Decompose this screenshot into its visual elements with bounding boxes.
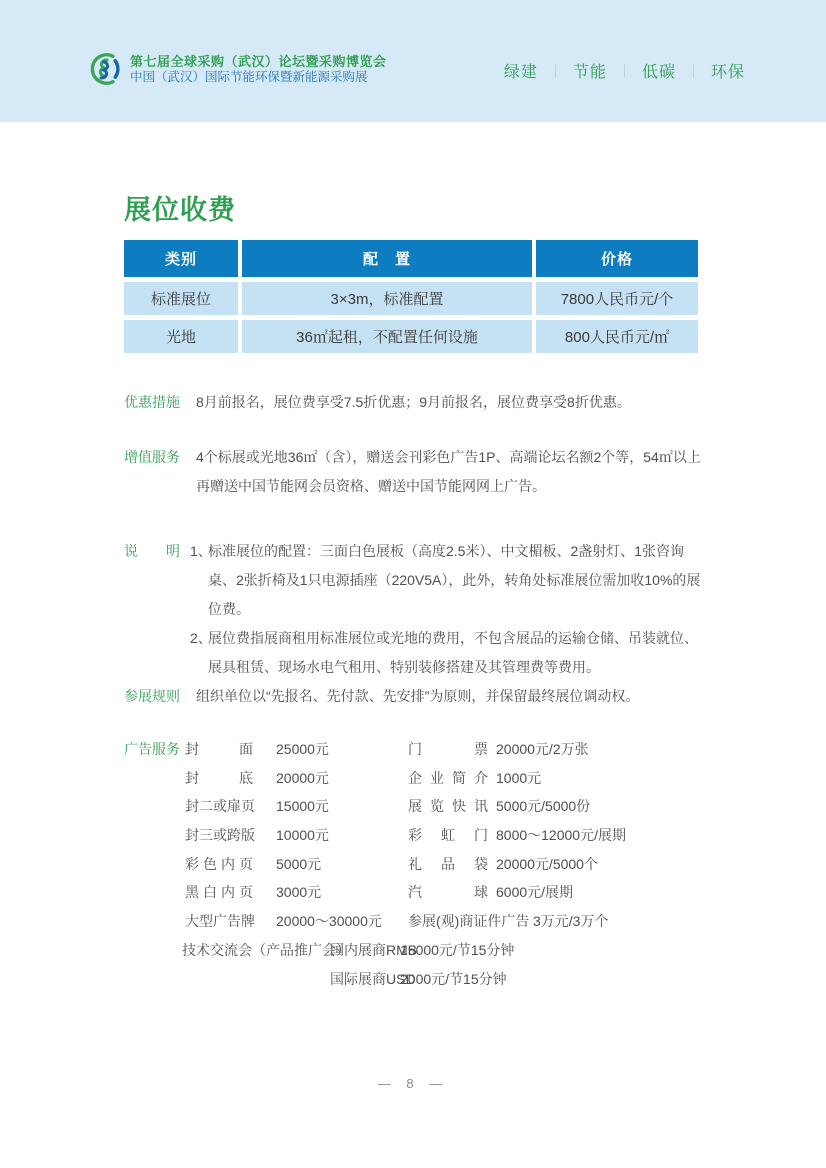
- ad-item-name: 封二或扉页: [185, 798, 255, 815]
- table-cell-price: 800人民币元/㎡: [536, 320, 698, 353]
- table-cell-price: 7800人民币元/个: [536, 282, 698, 315]
- ad-item-subname: 国际展商USD: [330, 970, 416, 987]
- note-item: [190, 624, 706, 682]
- keyword-low-carbon: 低碳: [641, 64, 676, 81]
- ad-item-price: 20000元: [276, 769, 329, 786]
- section-label: 说明: [124, 543, 180, 559]
- keyword-eco: 环保: [710, 64, 745, 81]
- ad-item-price: 20000元/2万张: [496, 741, 589, 757]
- ad-item-name: 汽球: [408, 884, 488, 901]
- ad-price-row: [124, 907, 706, 936]
- ad-price-row: [124, 821, 706, 850]
- ad-item-name: 封底: [185, 769, 253, 786]
- ad-item-price: 15000元: [276, 798, 329, 815]
- note-item: [190, 537, 706, 624]
- expo-logo-icon: [86, 50, 122, 88]
- section-label: 优惠措施: [124, 394, 180, 410]
- expo-subtitle-cn: 中国（武汉）国际节能环保暨新能源采购展: [130, 69, 368, 84]
- ad-price-row: [124, 936, 706, 965]
- ad-item-price: 1000元: [496, 769, 542, 786]
- section-text: 组织单位以“先报名、先付款、先安排”为原则，并保留最终展位调动权。: [196, 688, 640, 704]
- note-text: 展位费指展商租用标准展位或光地的费用，不包含展品的运输仓储、吊装就位、展具租赁、现场水电气租用、特别装修搭建及其管理费等费用。: [208, 630, 698, 675]
- keyword-separator: ｜: [617, 64, 631, 79]
- section-notes: [124, 537, 706, 682]
- banner-keywords: [504, 59, 745, 82]
- ad-item-price: 20000～30000元: [276, 913, 382, 930]
- ad-item-price: 10000元: [276, 827, 329, 844]
- notes-list: [190, 537, 706, 682]
- keyword-energy-saving: 节能: [572, 64, 607, 81]
- ad-item-name: 大型广告牌: [185, 913, 255, 930]
- table-cell-category: 标准展位: [124, 282, 238, 315]
- ad-item-price: 2000元/节15分钟: [400, 970, 507, 987]
- ad-price-row: [124, 965, 706, 994]
- page-number: — 8 —: [377, 1076, 449, 1091]
- ad-item-name: 封三或跨版: [185, 827, 255, 844]
- expo-title-cn: 第七届全球采购（武汉）论坛暨采购博览会: [130, 53, 387, 69]
- ad-item-price: 6000元/展期: [496, 884, 574, 901]
- section-label: 增值服务: [124, 449, 180, 465]
- header-banner: [0, 0, 826, 122]
- section-value-added: [124, 443, 706, 501]
- ad-item-name: 封面: [185, 741, 253, 757]
- ad-item-price: 15000元/节15分钟: [400, 941, 515, 958]
- note-text: 标准展位的配置：三面白色展板（高度2.5米）、中文楣板、2盏射灯、1张咨询桌、2张折椅及1只电源插座（220V5A），此外，转角处标准展位需加收10%的展位费。: [208, 543, 701, 617]
- keyword-green-building: 绿建: [503, 64, 538, 81]
- table-cell-config: 3×3m，标准配置: [242, 282, 532, 315]
- section-text: 8月前报名，展位费享受7.5折优惠；9月前报名，展位费享受8折优惠。: [196, 394, 631, 410]
- ad-item-name: 礼品袋: [408, 855, 488, 872]
- ad-item-subname: 国内展商RMB: [330, 941, 418, 958]
- ad-item-price: 8000～12000元/展期: [496, 827, 626, 844]
- note-number: 2、: [190, 630, 212, 646]
- ad-item-name: 企业简介: [408, 769, 488, 786]
- ad-item-name: 展览快讯: [408, 798, 488, 815]
- section-rules: [124, 682, 706, 711]
- ad-item-price: 20000元/5000个: [496, 855, 598, 872]
- ad-item-name: 黑白内页: [185, 884, 253, 901]
- ad-item-price: 3万元/3万个: [533, 913, 609, 930]
- ad-price-row: [124, 764, 706, 793]
- keyword-separator: ｜: [686, 64, 700, 79]
- keyword-separator: ｜: [548, 64, 562, 79]
- table-cell-category: 光地: [124, 320, 238, 353]
- ad-item-price: 5000元/5000份: [496, 798, 591, 815]
- column-header-config: 配 置: [242, 240, 532, 277]
- ad-price-row: [124, 792, 706, 821]
- column-header-category: 类别: [124, 240, 238, 277]
- section-label: 广告服务: [124, 741, 180, 757]
- ad-item-name: 彩虹门: [408, 827, 488, 844]
- table-cell-config: 36㎡起租，不配置任何设施: [242, 320, 532, 353]
- ad-item-name: 门票: [408, 741, 488, 757]
- ad-item-name: 参展(观)商证件广告: [408, 913, 530, 930]
- ad-item-price: 3000元: [276, 884, 322, 901]
- column-header-price: 价格: [536, 240, 698, 277]
- page-title: 展位收费: [124, 195, 236, 225]
- note-number: 1、: [190, 543, 212, 559]
- booth-fee-table: [124, 240, 702, 353]
- section-label: 参展规则: [124, 688, 180, 704]
- ad-item-name: 彩色内页: [185, 855, 253, 872]
- section-ad-services: [124, 735, 706, 993]
- section-text: 4个标展或光地36㎡（含），赠送会刊彩色广告1P、高端论坛名额2个等，54㎡以上再赠送中国节能网会员资格、赠送中国节能网网上广告。: [196, 449, 701, 494]
- ad-price-row: [124, 850, 706, 879]
- section-discount: [124, 388, 706, 417]
- ad-price-row: [124, 735, 706, 764]
- ad-item-name: 技术交流会（产品推广会）: [182, 941, 350, 958]
- brand: [86, 50, 387, 88]
- brand-titles: [130, 54, 387, 85]
- ad-price-row: [124, 878, 706, 907]
- ad-item-price: 25000元: [276, 741, 329, 757]
- ad-item-price: 5000元: [276, 855, 322, 872]
